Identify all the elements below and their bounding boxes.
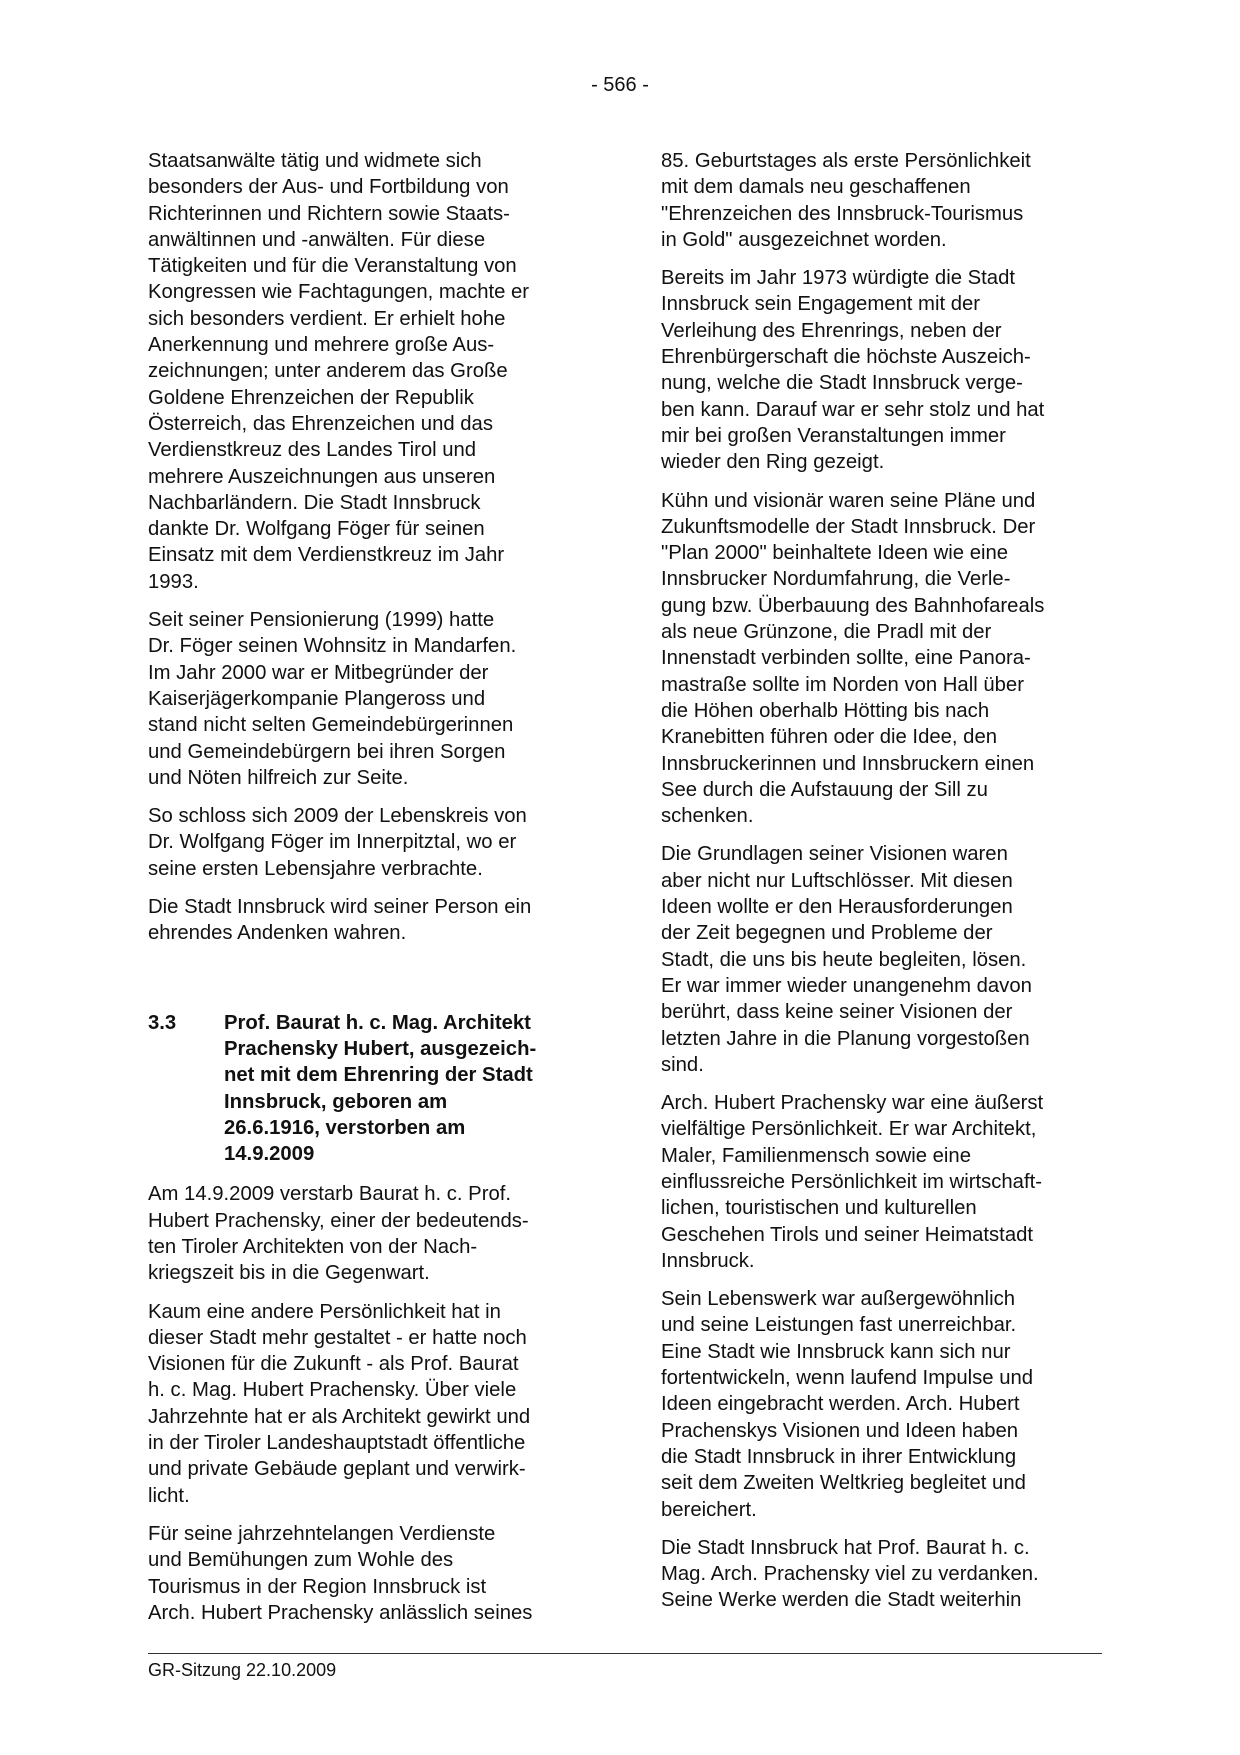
- paragraph: [661, 265, 1101, 475]
- paragraph: [148, 607, 588, 791]
- text-line: letzten Jahre in die Planung vorgestoßen: [661, 1027, 1030, 1050]
- text-line: in der Tiroler Landeshauptstadt öffentliche: [148, 1432, 526, 1455]
- text-line: aber nicht nur Luftschlösser. Mit diesen: [661, 869, 1013, 892]
- text-line: Arch. Hubert Prachensky anlässlich seines: [148, 1601, 533, 1624]
- footer-divider: [148, 1653, 1102, 1654]
- text-line: Staatsanwälte tätig und widmete sich: [148, 150, 482, 172]
- text-line: lichen, touristischen und kulturellen: [661, 1197, 977, 1220]
- left-paragraphs-before: [148, 148, 588, 947]
- text-line: Arch. Hubert Prachensky war eine äußerst: [661, 1092, 1044, 1115]
- text-line: Prachensky Hubert, ausgezeich-: [224, 1037, 537, 1060]
- text-line: fortentwickeln, wenn laufend Impulse und: [661, 1367, 1034, 1390]
- text-line: stand nicht selten Gemeindebürgerinnen: [148, 714, 514, 737]
- text-line: vielfältige Persönlichkeit. Er war Architekt,: [661, 1118, 1037, 1141]
- text-line: Kongressen wie Fachtagungen, machte er: [148, 281, 530, 304]
- text-line: seine ersten Lebensjahre verbrachte.: [148, 857, 483, 880]
- right-paragraphs: [661, 148, 1101, 1614]
- text-line: Maler, Familienmensch sowie eine: [661, 1144, 971, 1167]
- text-line: Innsbruckerinnen und Innsbruckern einen: [661, 752, 1035, 775]
- text-line: Seine Werke werden die Stadt weiterhin: [661, 1589, 1022, 1612]
- text-line: 1993.: [148, 570, 199, 593]
- paragraph: [661, 148, 1101, 253]
- text-line: Kühn und visionär waren seine Pläne und: [661, 489, 1036, 512]
- text-line: sind.: [661, 1053, 704, 1076]
- paragraph: [148, 1521, 588, 1626]
- text-line: Ehrenbürgerschaft die höchste Auszeich-: [661, 346, 1031, 369]
- text-line: licht.: [148, 1484, 190, 1507]
- text-line: Dr. Föger seinen Wohnsitz in Mandarfen.: [148, 635, 517, 658]
- text-line: dankte Dr. Wolfgang Föger für seinen: [148, 518, 485, 541]
- text-line: und seine Leistungen fast unerreichbar.: [661, 1314, 1017, 1337]
- page-number: - 566 -: [591, 74, 649, 96]
- text-line: gung bzw. Überbauung des Bahnhofareals: [661, 594, 1045, 617]
- left-paragraphs-after: [148, 1181, 588, 1626]
- text-line: Für seine jahrzehntelangen Verdienste: [148, 1522, 496, 1545]
- text-line: die Höhen oberhalb Hötting bis nach: [661, 699, 990, 722]
- text-line: ehrendes Andenken wahren.: [148, 922, 407, 945]
- text-line: bereichert.: [661, 1498, 757, 1521]
- text-line: Die Grundlagen seiner Visionen waren: [661, 843, 1008, 866]
- paragraph: [661, 1286, 1101, 1523]
- text-line: Eine Stadt wie Innsbruck kann sich nur: [661, 1340, 1011, 1363]
- text-line: Prof. Baurat h. c. Mag. Architekt: [224, 1011, 531, 1034]
- text-line: Geschehen Tirols und seiner Heimatstadt: [661, 1223, 1034, 1246]
- text-line: Hubert Prachensky, einer der bedeutends-: [148, 1209, 529, 1232]
- text-line: Ideen wollte er den Herausforderungen: [661, 896, 1013, 919]
- text-line: Kaiserjägerkompanie Plangeross und: [148, 687, 486, 710]
- text-line: mir bei großen Veranstaltungen immer: [661, 424, 1006, 447]
- text-line: als neue Grünzone, die Pradl mit der: [661, 621, 992, 644]
- text-line: Er war immer wieder unangenehm davon: [661, 974, 1032, 997]
- text-line: h. c. Mag. Hubert Prachensky. Über viele: [148, 1379, 517, 1402]
- section-heading: [148, 1010, 588, 1168]
- text-line: Innenstadt verbinden sollte, eine Panora-: [661, 647, 1031, 670]
- paragraph: [148, 148, 588, 595]
- text-line: Tourismus in der Region Innsbruck ist: [148, 1575, 487, 1598]
- left-column: [148, 148, 588, 1638]
- text-line: Kaum eine andere Persönlichkeit hat in: [148, 1300, 501, 1323]
- text-line: einflussreiche Persönlichkeit im wirtschaft-: [661, 1170, 1042, 1193]
- text-line: Tätigkeiten und für die Veranstaltung von: [148, 255, 517, 278]
- text-line: Am 14.9.2009 verstarb Baurat h. c. Prof.: [148, 1183, 511, 1206]
- text-line: See durch die Aufstauung der Sill zu: [661, 778, 988, 801]
- text-line: Goldene Ehrenzeichen der Republik: [148, 386, 474, 409]
- text-line: 26.6.1916, verstorben am: [224, 1116, 466, 1139]
- paragraph: [148, 803, 588, 882]
- text-line: Innsbruck, geboren am: [224, 1090, 448, 1113]
- text-line: So schloss sich 2009 der Lebenskreis von: [148, 805, 527, 828]
- text-line: ben kann. Darauf war er sehr stolz und hat: [661, 398, 1045, 421]
- text-line: Innsbruck sein Engagement mit der: [661, 293, 981, 316]
- text-line: ten Tiroler Architekten von der Nach-: [148, 1235, 478, 1258]
- text-line: Stadt, die uns bis heute begleiten, lösen.: [661, 948, 1027, 971]
- text-line: seit dem Zweiten Weltkrieg begleitet und: [661, 1472, 1026, 1495]
- text-line: und Nöten hilfreich zur Seite.: [148, 766, 409, 789]
- text-line: in Gold" ausgezeichnet worden.: [661, 228, 947, 251]
- text-line: dieser Stadt mehr gestaltet - er hatte noch: [148, 1326, 527, 1349]
- text-line: "Ehrenzeichen des Innsbruck-Tourismus: [661, 202, 1024, 225]
- text-line: Dr. Wolfgang Föger im Innerpitztal, wo er: [148, 831, 517, 854]
- text-line: Innsbrucker Nordumfahrung, die Verle-: [661, 568, 1011, 591]
- text-line: 85. Geburtstages als erste Persönlichkeit: [661, 150, 1031, 172]
- text-line: und Bemühungen zum Wohle des: [148, 1549, 454, 1572]
- text-line: Verleihung des Ehrenrings, neben der: [661, 319, 1002, 342]
- paragraph: [148, 1299, 588, 1509]
- text-line: Visionen für die Zukunft - als Prof. Baurat: [148, 1353, 519, 1376]
- text-line: Innsbruck.: [661, 1249, 755, 1272]
- text-line: zeichnungen; unter anderem das Große: [148, 360, 508, 383]
- text-line: Seit seiner Pensionierung (1999) hatte: [148, 609, 495, 632]
- text-line: Zukunftsmodelle der Stadt Innsbruck. Der: [661, 515, 1036, 538]
- text-line: und private Gebäude geplant und verwirk-: [148, 1458, 526, 1481]
- text-line: Sein Lebenswerk war außergewöhnlich: [661, 1288, 1015, 1311]
- text-line: Die Stadt Innsbruck wird seiner Person ein: [148, 896, 532, 919]
- paragraph: [148, 1181, 588, 1286]
- text-line: 14.9.2009: [224, 1143, 315, 1166]
- text-line: nung, welche die Stadt Innsbruck verge-: [661, 372, 1023, 395]
- text-line: kriegszeit bis in die Gegenwart.: [148, 1262, 430, 1285]
- text-line: mit dem damals neu geschaffenen: [661, 176, 971, 199]
- text-line: net mit dem Ehrenring der Stadt: [224, 1064, 533, 1087]
- text-line: schenken.: [661, 805, 754, 828]
- text-line: Kranebitten führen oder die Idee, den: [661, 726, 998, 749]
- text-line: der Zeit begegnen und Probleme der: [661, 922, 993, 945]
- text-line: und Gemeindebürgern bei ihren Sorgen: [148, 740, 506, 763]
- text-line: Nachbarländern. Die Stadt Innsbruck: [148, 491, 481, 514]
- text-line: Im Jahr 2000 war er Mitbegründer der: [148, 661, 489, 684]
- text-line: Österreich, das Ehrenzeichen und das: [148, 412, 493, 435]
- text-line: wieder den Ring gezeigt.: [661, 451, 885, 474]
- text-line: Mag. Arch. Prachensky viel zu verdanken.: [661, 1563, 1039, 1586]
- text-line: Verdienstkreuz des Landes Tirol und: [148, 439, 477, 462]
- text-line: mehrere Auszeichnungen aus unseren: [148, 465, 496, 488]
- text-line: die Stadt Innsbruck in ihrer Entwicklung: [661, 1445, 1017, 1468]
- text-line: Jahrzehnte hat er als Architekt gewirkt und: [148, 1405, 531, 1428]
- text-line: Ideen eingebracht werden. Arch. Hubert: [661, 1393, 1020, 1416]
- text-line: besonders der Aus- und Fortbildung von: [148, 176, 509, 199]
- text-line: Einsatz mit dem Verdienstkreuz im Jahr: [148, 544, 505, 567]
- right-column: [661, 148, 1101, 1626]
- text-line: Bereits im Jahr 1973 würdigte die Stadt: [661, 267, 1015, 290]
- text-line: anwältinnen und -anwälten. Für diese: [148, 228, 486, 251]
- text-line: berührt, dass keine seiner Visionen der: [661, 1001, 1013, 1024]
- text-line: "Plan 2000" beinhaltete Ideen wie eine: [661, 542, 1009, 565]
- footer-text: GR-Sitzung 22.10.2009: [148, 1660, 337, 1680]
- paragraph: [661, 1535, 1101, 1614]
- section-number: 3.3: [148, 1011, 177, 1034]
- paragraph: [661, 1090, 1101, 1274]
- text-line: sich besonders verdient. Er erhielt hohe: [148, 307, 506, 330]
- text-line: mastraße sollte im Norden von Hall über: [661, 673, 1024, 696]
- section-title: [224, 1010, 588, 1168]
- text-line: Anerkennung und mehrere große Aus-: [148, 334, 495, 357]
- text-line: Prachenskys Visionen und Ideen haben: [661, 1419, 1019, 1442]
- paragraph: [148, 894, 588, 947]
- text-line: Richterinnen und Richtern sowie Staats-: [148, 202, 510, 225]
- text-line: Die Stadt Innsbruck hat Prof. Baurat h. c.: [661, 1536, 1030, 1559]
- paragraph: [661, 841, 1101, 1078]
- paragraph: [661, 488, 1101, 830]
